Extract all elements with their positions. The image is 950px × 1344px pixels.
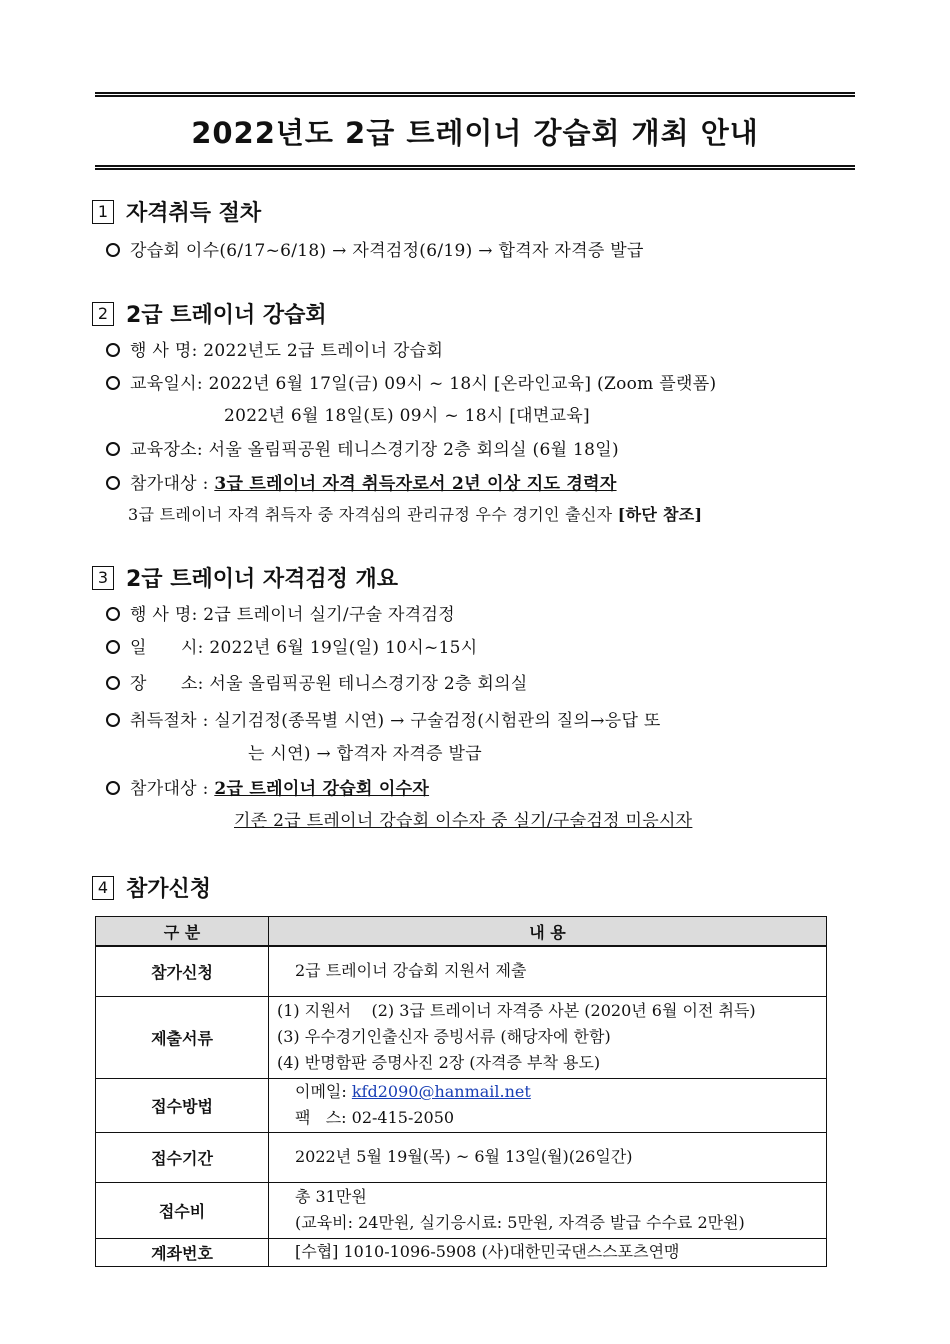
s1-procedure-line: 강습회 이수(6/17~6/18) → 자격검정(6/19) → 합격자 자격증 발급 [106, 236, 644, 261]
section-4-title: 참가신청 [126, 877, 212, 902]
s3-target-sub: 기존 2급 트레이너 강습회 이수자 중 실기/구술검정 미응시자 [234, 811, 693, 831]
row-key-method: 접수방법 [96, 1078, 269, 1132]
s2-target: 참가대상 : 3급 트레이너 자격 취득자로서 2년 이상 지도 경력자 [106, 469, 617, 494]
email-link[interactable]: kfd2090@hanmail.net [351, 1082, 531, 1101]
circle-bullet-icon [106, 607, 120, 621]
circle-bullet-icon [106, 476, 120, 490]
row-key-fee: 접수비 [96, 1182, 269, 1238]
s3-procedure-1: 취득절차 : 실기검정(종목별 시연) → 구술검정(시험관의 질의→응답 또 [106, 706, 661, 731]
row-value-account: [수협] 1010-1096-5908 (사)대한민국댄스스포츠연맹 [269, 1238, 827, 1266]
row-value-documents: (1) 지원서 (2) 3급 트레이너 자격증 사본 (2020년 6월 이전 취득) (3) 우수경기인출신자 증빙서류 (해당자에 한함) (4) 반명함판 증명사진 2장 (자격증 부착 용도) [269, 996, 827, 1078]
circle-bullet-icon [106, 676, 120, 690]
circle-bullet-icon [106, 781, 120, 795]
table-row [96, 1078, 827, 1132]
s3-event-name: 행 사 명: 2급 트레이너 실기/구술 자격검정 [106, 600, 455, 625]
circle-bullet-icon [106, 243, 120, 257]
table-row [96, 946, 827, 996]
table-header-content: 내 용 [269, 917, 827, 947]
section-2-title: 2급 트레이너 강습회 [126, 303, 327, 328]
section-2-heading [92, 298, 327, 329]
row-value-apply: 2급 트레이너 강습회 지원서 제출 [269, 946, 827, 996]
row-value-method: 이메일: kfd2090@hanmail.net 팩 스: 02-415-2050 [269, 1078, 827, 1132]
section-1-number: 1 [92, 200, 114, 224]
section-4-number: 4 [92, 876, 114, 900]
s3-procedure-2: 는 시연) → 합격자 자격증 발급 [248, 744, 482, 764]
s2-event-name: 행 사 명: 2022년도 2급 트레이너 강습회 [106, 336, 443, 361]
section-3-number: 3 [92, 566, 114, 590]
section-1-heading [92, 196, 261, 227]
table-header-category: 구 분 [96, 917, 269, 947]
table-row [96, 1238, 827, 1266]
s3-date: 일 시: 2022년 6월 19일(일) 10시~15시 [106, 633, 478, 658]
section-3-title: 2급 트레이너 자격검정 개요 [126, 567, 399, 592]
s2-target-main: 3급 트레이너 자격 취득자로서 2년 이상 지도 경력자 [214, 474, 617, 494]
circle-bullet-icon [106, 442, 120, 456]
row-key-apply: 참가신청 [96, 946, 269, 996]
row-key-account: 계좌번호 [96, 1238, 269, 1266]
s3-target: 참가대상 : 2급 트레이너 강습회 이수자 [106, 774, 429, 799]
document-title: 2022년도 2급 트레이너 강습회 개최 안내 [191, 115, 759, 150]
circle-bullet-icon [106, 376, 120, 390]
section-4-heading [92, 872, 211, 903]
table-row [96, 996, 827, 1078]
table-row [96, 1132, 827, 1182]
s2-date-1: 교육일시: 2022년 6월 17일(금) 09시 ~ 18시 [온라인교육] (Zoom 플랫폼) [106, 369, 716, 394]
circle-bullet-icon [106, 713, 120, 727]
circle-bullet-icon [106, 343, 120, 357]
row-key-documents: 제출서류 [96, 996, 269, 1078]
s2-place: 교육장소: 서울 올림픽공원 테니스경기장 2층 회의실 (6월 18일) [106, 435, 619, 460]
table-header-row [96, 917, 827, 947]
section-1-title: 자격취득 절차 [126, 201, 262, 226]
row-key-period: 접수기간 [96, 1132, 269, 1182]
row-value-fee: 총 31만원 (교육비: 24만원, 실기응시료: 5만원, 자격증 발급 수수료 2만원) [269, 1182, 827, 1238]
row-value-period: 2022년 5월 19월(목) ~ 6월 13일(월)(26일간) [269, 1132, 827, 1182]
table-row [96, 1182, 827, 1238]
circle-bullet-icon [106, 640, 120, 654]
s3-place: 장 소: 서울 올림픽공원 테니스경기장 2층 회의실 [106, 669, 528, 694]
s2-target-note: [하단 참조] [617, 505, 703, 524]
section-2-number: 2 [92, 302, 114, 326]
s3-target-main: 2급 트레이너 강습회 이수자 [214, 779, 430, 799]
document-title-box [95, 92, 855, 170]
s2-date-2: 2022년 6월 18일(토) 09시 ~ 18시 [대면교육] [224, 406, 590, 426]
section-3-heading [92, 562, 398, 593]
s2-target-sub: 3급 트레이너 자격 취득자 중 자격심의 관리규정 우수 경기인 출신자 [하단 참조] [128, 505, 703, 524]
application-table [95, 916, 827, 1267]
